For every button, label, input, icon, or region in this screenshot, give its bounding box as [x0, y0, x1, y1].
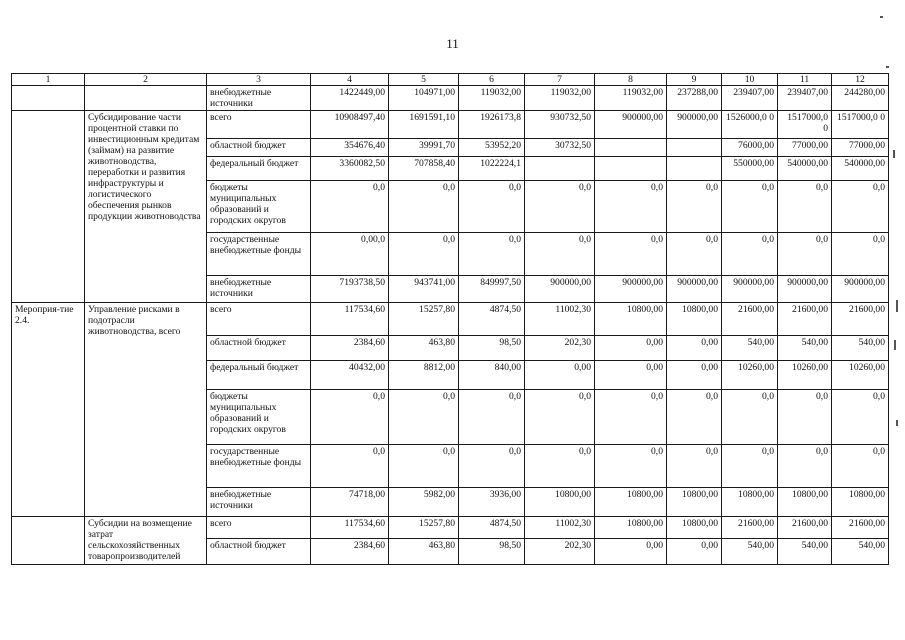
funding-source-cell: внебюджетные источники	[207, 86, 311, 111]
amount-cell: 1517000,0 0	[778, 111, 832, 139]
amount-cell: 463,80	[389, 336, 459, 361]
amount-cell: 0,0	[778, 233, 832, 276]
amount-cell: 0,0	[311, 390, 389, 445]
amount-cell: 0,0	[722, 445, 778, 488]
page-number: 11	[446, 36, 459, 51]
header-cell: 8	[595, 74, 667, 86]
amount-cell	[667, 139, 722, 157]
amount-cell: 3936,00	[459, 488, 525, 517]
amount-cell: 40432,00	[311, 361, 389, 390]
amount-cell: 0,0	[832, 390, 889, 445]
header-cell: 7	[525, 74, 595, 86]
amount-cell: 76000,00	[722, 139, 778, 157]
measure-id-cell: Мероприя-тие 2.4.	[12, 303, 85, 517]
amount-cell: 0,00	[595, 539, 667, 565]
amount-cell: 0,0	[311, 445, 389, 488]
funding-source-cell: областной бюджет	[207, 539, 311, 565]
funding-source-cell: федеральный бюджет	[207, 157, 311, 181]
amount-cell: 2384,60	[311, 539, 389, 565]
amount-cell: 77000,00	[832, 139, 889, 157]
amount-cell: 104971,00	[389, 86, 459, 111]
amount-cell: 30732,50	[525, 139, 595, 157]
funding-source-cell: государственные внебюджетные фонды	[207, 233, 311, 276]
amount-cell: 0,0	[311, 181, 389, 233]
amount-cell: 0,0	[459, 181, 525, 233]
amount-cell: 53952,20	[459, 139, 525, 157]
amount-cell: 354676,40	[311, 139, 389, 157]
amount-cell: 10800,00	[595, 488, 667, 517]
amount-cell	[667, 157, 722, 181]
amount-cell: 0,0	[832, 233, 889, 276]
measure-name-cell	[85, 86, 207, 111]
funding-source-cell: областной бюджет	[207, 336, 311, 361]
amount-cell: 39991,70	[389, 139, 459, 157]
amount-cell: 900000,00	[595, 111, 667, 139]
header-cell: 3	[207, 74, 311, 86]
header-cell: 10	[722, 74, 778, 86]
measure-name-cell: Субсидирование части процентной ставки по инвестиционным кредитам (займам) на развитие животноводства, переработки и развития инфраструктуры и логистического обеспечения рынков продукции животноводства	[85, 111, 207, 303]
amount-cell: 540,00	[778, 539, 832, 565]
amount-cell: 21600,00	[832, 517, 889, 539]
amount-cell: 550000,00	[722, 157, 778, 181]
amount-cell: 0,0	[667, 445, 722, 488]
amount-cell: 237288,00	[667, 86, 722, 111]
amount-cell: 7193738,50	[311, 276, 389, 303]
amount-cell: 0,0	[722, 390, 778, 445]
amount-cell: 239407,00	[778, 86, 832, 111]
table-row	[12, 303, 889, 336]
amount-cell: 930732,50	[525, 111, 595, 139]
amount-cell: 10800,00	[832, 488, 889, 517]
amount-cell: 0,0	[722, 233, 778, 276]
amount-cell: 0,0	[389, 390, 459, 445]
amount-cell: 10800,00	[595, 303, 667, 336]
measure-id-cell	[12, 86, 85, 111]
scan-artifact	[880, 16, 883, 18]
amount-cell: 10800,00	[722, 488, 778, 517]
amount-cell: 244280,00	[832, 86, 889, 111]
amount-cell: 119032,00	[595, 86, 667, 111]
amount-cell: 10908497,40	[311, 111, 389, 139]
amount-cell: 10800,00	[778, 488, 832, 517]
amount-cell: 10800,00	[667, 517, 722, 539]
amount-cell: 1926173,8	[459, 111, 525, 139]
amount-cell: 10260,00	[722, 361, 778, 390]
measure-id-cell	[12, 517, 85, 565]
scan-artifact	[894, 340, 896, 350]
measure-id-cell	[12, 111, 85, 303]
scan-artifact	[896, 300, 898, 312]
amount-cell: 21600,00	[722, 517, 778, 539]
amount-cell: 202,30	[525, 539, 595, 565]
amount-cell: 1022224,1	[459, 157, 525, 181]
amount-cell: 15257,80	[389, 303, 459, 336]
amount-cell: 707858,40	[389, 157, 459, 181]
amount-cell: 900000,00	[722, 276, 778, 303]
amount-cell: 21600,00	[778, 517, 832, 539]
amount-cell: 840,00	[459, 361, 525, 390]
amount-cell: 1517000,0 0	[832, 111, 889, 139]
amount-cell: 900000,00	[525, 276, 595, 303]
amount-cell: 900000,00	[667, 111, 722, 139]
measure-name-cell: Управление рисками в подотрасли животноводства, всего	[85, 303, 207, 517]
amount-cell: 0,0	[832, 181, 889, 233]
amount-cell: 21600,00	[832, 303, 889, 336]
amount-cell: 540000,00	[778, 157, 832, 181]
amount-cell: 0,0	[459, 390, 525, 445]
funding-source-cell: областной бюджет	[207, 139, 311, 157]
amount-cell: 0,0	[525, 390, 595, 445]
header-cell: 6	[459, 74, 525, 86]
header-cell: 5	[389, 74, 459, 86]
amount-cell: 900000,00	[778, 276, 832, 303]
header-cell: 1	[12, 74, 85, 86]
amount-cell: 239407,00	[722, 86, 778, 111]
amount-cell: 0,00	[667, 336, 722, 361]
table-row	[12, 86, 889, 111]
scan-artifact	[886, 66, 889, 68]
amount-cell: 0,00	[595, 336, 667, 361]
amount-cell: 900000,00	[832, 276, 889, 303]
funding-source-cell: всего	[207, 111, 311, 139]
amount-cell: 74718,00	[311, 488, 389, 517]
amount-cell: 10260,00	[778, 361, 832, 390]
amount-cell: 900000,00	[667, 276, 722, 303]
amount-cell: 0,0	[459, 233, 525, 276]
funding-source-cell: бюджеты муниципальных образований и городских округов	[207, 390, 311, 445]
scan-artifact	[896, 420, 898, 426]
amount-cell: 202,30	[525, 336, 595, 361]
amount-cell: 5982,00	[389, 488, 459, 517]
amount-cell: 1422449,00	[311, 86, 389, 111]
amount-cell: 1691591,10	[389, 111, 459, 139]
amount-cell: 0,00	[595, 361, 667, 390]
funding-source-cell: бюджеты муниципальных образований и городских округов	[207, 181, 311, 233]
amount-cell: 849997,50	[459, 276, 525, 303]
amount-cell: 3360082,50	[311, 157, 389, 181]
amount-cell: 0,0	[389, 181, 459, 233]
amount-cell: 77000,00	[778, 139, 832, 157]
header-row	[12, 74, 889, 86]
budget-table	[11, 73, 889, 565]
amount-cell: 0,0	[667, 390, 722, 445]
header-cell: 2	[85, 74, 207, 86]
amount-cell: 0,0	[832, 445, 889, 488]
amount-cell: 540,00	[722, 539, 778, 565]
amount-cell: 0,0	[595, 390, 667, 445]
amount-cell: 11002,30	[525, 303, 595, 336]
amount-cell: 540,00	[778, 336, 832, 361]
amount-cell: 0,0	[389, 445, 459, 488]
amount-cell: 463,80	[389, 539, 459, 565]
amount-cell: 98,50	[459, 336, 525, 361]
amount-cell: 21600,00	[722, 303, 778, 336]
funding-source-cell: всего	[207, 517, 311, 539]
amount-cell: 0,00,0	[311, 233, 389, 276]
amount-cell: 21600,00	[778, 303, 832, 336]
amount-cell: 10260,00	[832, 361, 889, 390]
amount-cell: 8812,00	[389, 361, 459, 390]
amount-cell: 2384,60	[311, 336, 389, 361]
amount-cell: 10800,00	[525, 488, 595, 517]
amount-cell: 0,00	[667, 539, 722, 565]
amount-cell: 10800,00	[667, 303, 722, 336]
amount-cell: 0,0	[778, 445, 832, 488]
amount-cell: 0,0	[389, 233, 459, 276]
amount-cell: 900000,00	[595, 276, 667, 303]
amount-cell: 119032,00	[459, 86, 525, 111]
amount-cell: 0,0	[595, 445, 667, 488]
amount-cell	[525, 157, 595, 181]
amount-cell: 540,00	[832, 336, 889, 361]
amount-cell: 10800,00	[667, 488, 722, 517]
amount-cell: 0,00	[525, 361, 595, 390]
amount-cell: 540,00	[722, 336, 778, 361]
amount-cell: 4874,50	[459, 517, 525, 539]
table-row	[12, 111, 889, 139]
amount-cell: 0,0	[722, 181, 778, 233]
amount-cell: 98,50	[459, 539, 525, 565]
measure-name-cell: Субсидии на возмещение затрат сельскохозяйственных товаропроизводителей	[85, 517, 207, 565]
amount-cell: 0,0	[667, 181, 722, 233]
header-cell: 4	[311, 74, 389, 86]
amount-cell: 119032,00	[525, 86, 595, 111]
amount-cell	[595, 139, 667, 157]
amount-cell: 15257,80	[389, 517, 459, 539]
amount-cell: 0,00	[667, 361, 722, 390]
amount-cell: 0,0	[459, 445, 525, 488]
amount-cell: 0,0	[525, 233, 595, 276]
funding-source-cell: внебюджетные источники	[207, 488, 311, 517]
amount-cell: 540000,00	[832, 157, 889, 181]
header-cell: 11	[778, 74, 832, 86]
amount-cell: 943741,00	[389, 276, 459, 303]
amount-cell	[595, 157, 667, 181]
amount-cell: 0,0	[667, 233, 722, 276]
amount-cell: 117534,60	[311, 303, 389, 336]
header-cell: 9	[667, 74, 722, 86]
amount-cell: 0,0	[525, 181, 595, 233]
funding-source-cell: внебюджетные источники	[207, 276, 311, 303]
header-cell: 12	[832, 74, 889, 86]
funding-source-cell: федеральный бюджет	[207, 361, 311, 390]
amount-cell: 4874,50	[459, 303, 525, 336]
amount-cell: 0,0	[595, 233, 667, 276]
amount-cell: 1526000,0 0	[722, 111, 778, 139]
funding-source-cell: государственные внебюджетные фонды	[207, 445, 311, 488]
amount-cell: 11002,30	[525, 517, 595, 539]
scan-artifact	[893, 150, 895, 158]
amount-cell: 0,0	[778, 390, 832, 445]
amount-cell: 0,0	[778, 181, 832, 233]
amount-cell: 540,00	[832, 539, 889, 565]
table-row	[12, 517, 889, 539]
amount-cell: 10800,00	[595, 517, 667, 539]
amount-cell: 0,0	[595, 181, 667, 233]
amount-cell: 0,0	[525, 445, 595, 488]
amount-cell: 117534,60	[311, 517, 389, 539]
funding-source-cell: всего	[207, 303, 311, 336]
